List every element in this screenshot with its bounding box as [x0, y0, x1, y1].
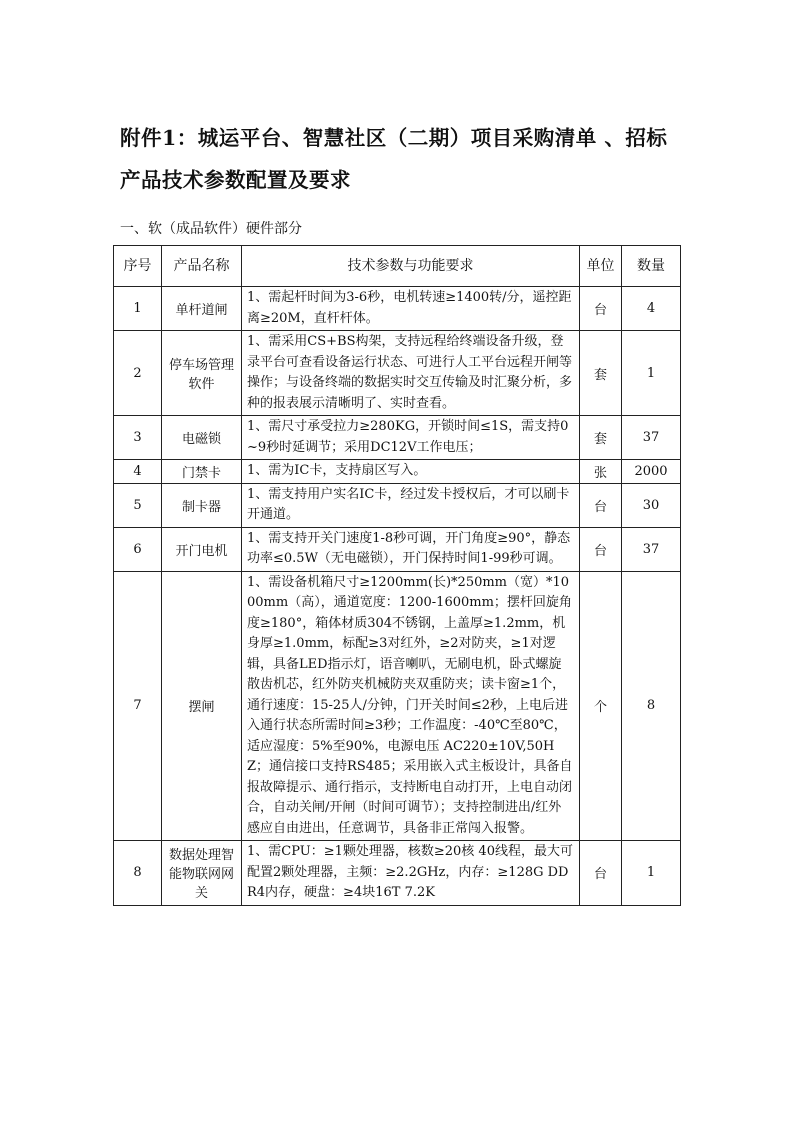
- table-row: [114, 416, 681, 460]
- row-unit: 张: [580, 460, 622, 484]
- table-row: [114, 483, 681, 527]
- row-unit: 套: [580, 416, 622, 460]
- row-qty: 2000: [622, 460, 681, 484]
- row-unit: 台: [580, 287, 622, 331]
- row-no: 7: [114, 571, 162, 841]
- row-name: 摆闸: [162, 571, 242, 841]
- row-unit: 个: [580, 571, 622, 841]
- section-heading: 一、软（成品软件）硬件部分: [120, 221, 302, 237]
- table-row: [114, 331, 681, 416]
- row-no: 8: [114, 841, 162, 906]
- row-no: 6: [114, 527, 162, 571]
- header-spec: 技术参数与功能要求: [242, 246, 580, 287]
- row-no: 5: [114, 483, 162, 527]
- row-qty: 4: [622, 287, 681, 331]
- row-name: 开门电机: [162, 527, 242, 571]
- row-name: 停车场管理软件: [162, 331, 242, 416]
- row-unit: 台: [580, 527, 622, 571]
- table-row: [114, 460, 681, 484]
- row-qty: 1: [622, 331, 681, 416]
- row-no: 1: [114, 287, 162, 331]
- row-no: 2: [114, 331, 162, 416]
- row-unit: 套: [580, 331, 622, 416]
- table-row: [114, 527, 681, 571]
- row-name: 门禁卡: [162, 460, 242, 484]
- row-spec: 1、需尺寸承受拉力≥280KG，开锁时间≤1S，需支持0~9秒时延调节；采用DC12V工作电压；: [242, 416, 580, 460]
- row-spec: 1、需CPU：≥1颗处理器，核数≥20核 40线程，最大可配置2颗处理器，主频：≥2.2GHz，内存：≥128G DDR4内存，硬盘：≥4块16T 7.2K: [242, 841, 580, 906]
- row-qty: 30: [622, 483, 681, 527]
- row-name: 制卡器: [162, 483, 242, 527]
- header-qty: 数量: [622, 246, 681, 287]
- row-spec: 1、需支持开关门速度1-8秒可调，开门角度≥90°，静态功率≤0.5W（无电磁锁），开门保持时间1-99秒可调。: [242, 527, 580, 571]
- row-unit: 台: [580, 841, 622, 906]
- row-name: 单杆道闸: [162, 287, 242, 331]
- row-qty: 37: [622, 416, 681, 460]
- header-name: 产品名称: [162, 246, 242, 287]
- row-no: 4: [114, 460, 162, 484]
- header-unit: 单位: [580, 246, 622, 287]
- row-spec: 1、需支持用户实名IC卡，经过发卡授权后，才可以刷卡开通道。: [242, 483, 580, 527]
- row-qty: 37: [622, 527, 681, 571]
- row-spec: 1、需设备机箱尺寸≥1200mm(长)*250mm（宽）*1000mm（高），通道宽度：1200-1600mm；摆杆回旋角度≥180°，箱体材质304不锈钢，上盖厚≥1.2mm，机身厚≥1.0mm，标配≥3对红外，≥2对防夹，≥1对逻辑，具备LED指示灯，语音喇叭，无刷电机，卧式螺旋散齿机芯，红外防夹机械防夹双重防夹；读卡窗≥1个，通行速度：15-25人/分钟，门开关时间≤2秒，上电后进入通行状态所需时间≥3秒；工作温度：-40℃至80℃，适应湿度：5%至90%，电源电压 AC220±10V,50HZ；通信接口支持RS485；采用嵌入式主板设计，具备自报故障提示、通行指示，支持断电自动打开，上电自动闭合，自动关闸/开闸（时间可调节）；支持控制进出/红外感应自由进出，任意调节，具备非正常闯入报警。: [242, 571, 580, 841]
- row-spec: 1、需采用CS+BS构架，支持远程给终端设备升级，登录平台可查看设备运行状态、可进行人工平台远程开闸等操作；与设备终端的数据实时交互传输及时汇聚分析，多种的报表展示清晰明了、实时查看。: [242, 331, 580, 416]
- row-name: 电磁锁: [162, 416, 242, 460]
- table-row: [114, 287, 681, 331]
- row-qty: 8: [622, 571, 681, 841]
- row-qty: 1: [622, 841, 681, 906]
- row-spec: 1、需为IC卡，支持扇区写入。: [242, 460, 580, 484]
- procurement-table: [113, 245, 681, 906]
- row-no: 3: [114, 416, 162, 460]
- document-title: 附件1：城运平台、智慧社区（二期）项目采购清单 、招标产品技术参数配置及要求: [120, 126, 668, 192]
- table-row: [114, 841, 681, 906]
- row-spec: 1、需起杆时间为3-6秒，电机转速≥1400转/分，遥控距离≥20M，直杆杆体。: [242, 287, 580, 331]
- row-unit: 台: [580, 483, 622, 527]
- row-name: 数据处理智能物联网网关: [162, 841, 242, 906]
- table-header-row: [114, 246, 681, 287]
- header-no: 序号: [114, 246, 162, 287]
- table-row: [114, 571, 681, 841]
